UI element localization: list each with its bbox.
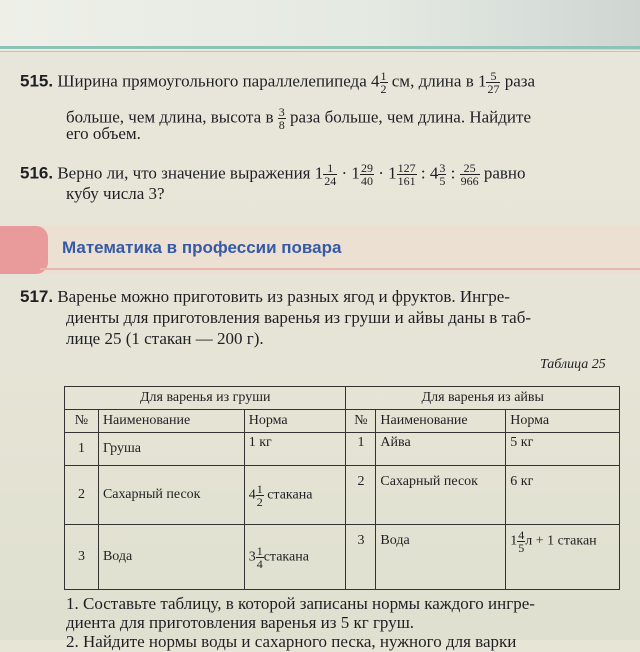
problem-516-line1: 516. Верно ли, что значение выражения 1 $\frac{1}{24}$ · 1 $\frac{29}{40}$ · 1 $\frac{127}{161}$ : 4 $\frac{3}{5}$ : $\frac{25}{966}$ равно	[20, 161, 526, 188]
col-no: №	[346, 410, 376, 433]
cell: Сахарный песок	[98, 466, 244, 525]
fraction: $\frac{127}{161}$	[397, 161, 416, 188]
cell: Груша	[98, 433, 244, 466]
problem-517-line3: лице 25 (1 стакан — 200 г).	[66, 329, 264, 348]
problem-515-line1: 515. Ширина прямоугольного параллелепипеда 4 $\frac{1}{2}$ см, длина в 1 $\frac{5}{27}$ раза	[20, 69, 536, 96]
task1-line2: диента для приготовления варенья из 5 кг груш.	[66, 613, 415, 632]
ingredients-table	[64, 386, 620, 590]
cell: Сахарный песок	[376, 466, 506, 525]
col-norm: Норма	[244, 410, 346, 433]
fraction: $\frac{5}{27}$	[487, 69, 500, 96]
group-pear: Для варенья из груши	[65, 387, 346, 410]
fraction: $\frac{1}{2}$	[256, 481, 263, 509]
fraction: $\frac{1}{2}$	[380, 69, 387, 96]
table-group-header	[65, 387, 620, 410]
cell: 5 кг	[506, 433, 620, 466]
cell: 3	[346, 525, 376, 590]
table-row	[65, 466, 620, 525]
fraction: $\frac{3}{8}$	[278, 105, 285, 132]
table-column-header	[65, 410, 620, 433]
top-margin	[0, 0, 640, 50]
ruler-line-thin	[0, 51, 640, 52]
section-underline	[40, 268, 640, 270]
cell: 6 кг	[506, 466, 620, 525]
cell: Вода	[376, 525, 506, 590]
fraction: $\frac{29}{40}$	[360, 161, 373, 188]
cell: 1 кг	[244, 433, 346, 466]
cell: 1 $\frac{4}{5}$ л + 1 стакан	[506, 525, 620, 590]
cell: 2	[346, 466, 376, 525]
fraction: $\frac{1}{4}$	[256, 543, 263, 571]
problem-517-line2: диенты для приготовления варенья из груши и айвы даны в таб-	[66, 308, 532, 327]
table-row	[65, 525, 620, 590]
fraction: $\frac{4}{5}$	[518, 528, 525, 555]
problem-number: 515.	[20, 71, 54, 91]
problem-516-line2: кубу числа 3?	[66, 184, 165, 203]
ruler-line	[0, 46, 640, 49]
cell: 3 $\frac{1}{4}$ стакана	[244, 525, 346, 590]
cell: Вода	[98, 525, 244, 590]
table-row	[65, 433, 620, 466]
problem-number: 517.	[20, 287, 54, 306]
cell: 2	[65, 466, 99, 525]
problem-517-line1: 517. Варенье можно приготовить из разных ягод и фруктов. Ингре-	[20, 287, 510, 306]
cell: Айва	[376, 433, 506, 466]
fraction: $\frac{1}{24}$	[324, 161, 337, 188]
problem-515-line3: его объем.	[66, 124, 141, 143]
problem-515-line2: больше, чем длина, высота в $\frac{3}{8}$ раза больше, чем длина. Найдите	[66, 105, 531, 132]
col-name: Наименование	[98, 410, 244, 433]
cell: 1	[346, 433, 376, 466]
cell: 3	[65, 525, 99, 590]
cell: 1	[65, 433, 99, 466]
table-caption: Таблица 25	[540, 357, 606, 372]
problem-number: 516.	[20, 163, 54, 183]
fraction: $\frac{3}{5}$	[439, 161, 446, 188]
task1-line3: 2. Найдите нормы воды и сахарного песка, нужного для варки	[66, 632, 517, 651]
col-name: Наименование	[376, 410, 506, 433]
section-title: Математика в профессии повара	[62, 238, 342, 257]
col-no: №	[65, 410, 99, 433]
fraction: $\frac{25}{966}$	[460, 161, 479, 188]
task1-line1: 1. Составьте таблицу, в которой записаны нормы каждого ингре-	[66, 594, 535, 613]
cell: 4 $\frac{1}{2}$ стакана	[244, 466, 346, 525]
section-tab	[0, 226, 48, 274]
col-norm: Норма	[506, 410, 620, 433]
group-quince: Для варенья из айвы	[346, 387, 620, 410]
